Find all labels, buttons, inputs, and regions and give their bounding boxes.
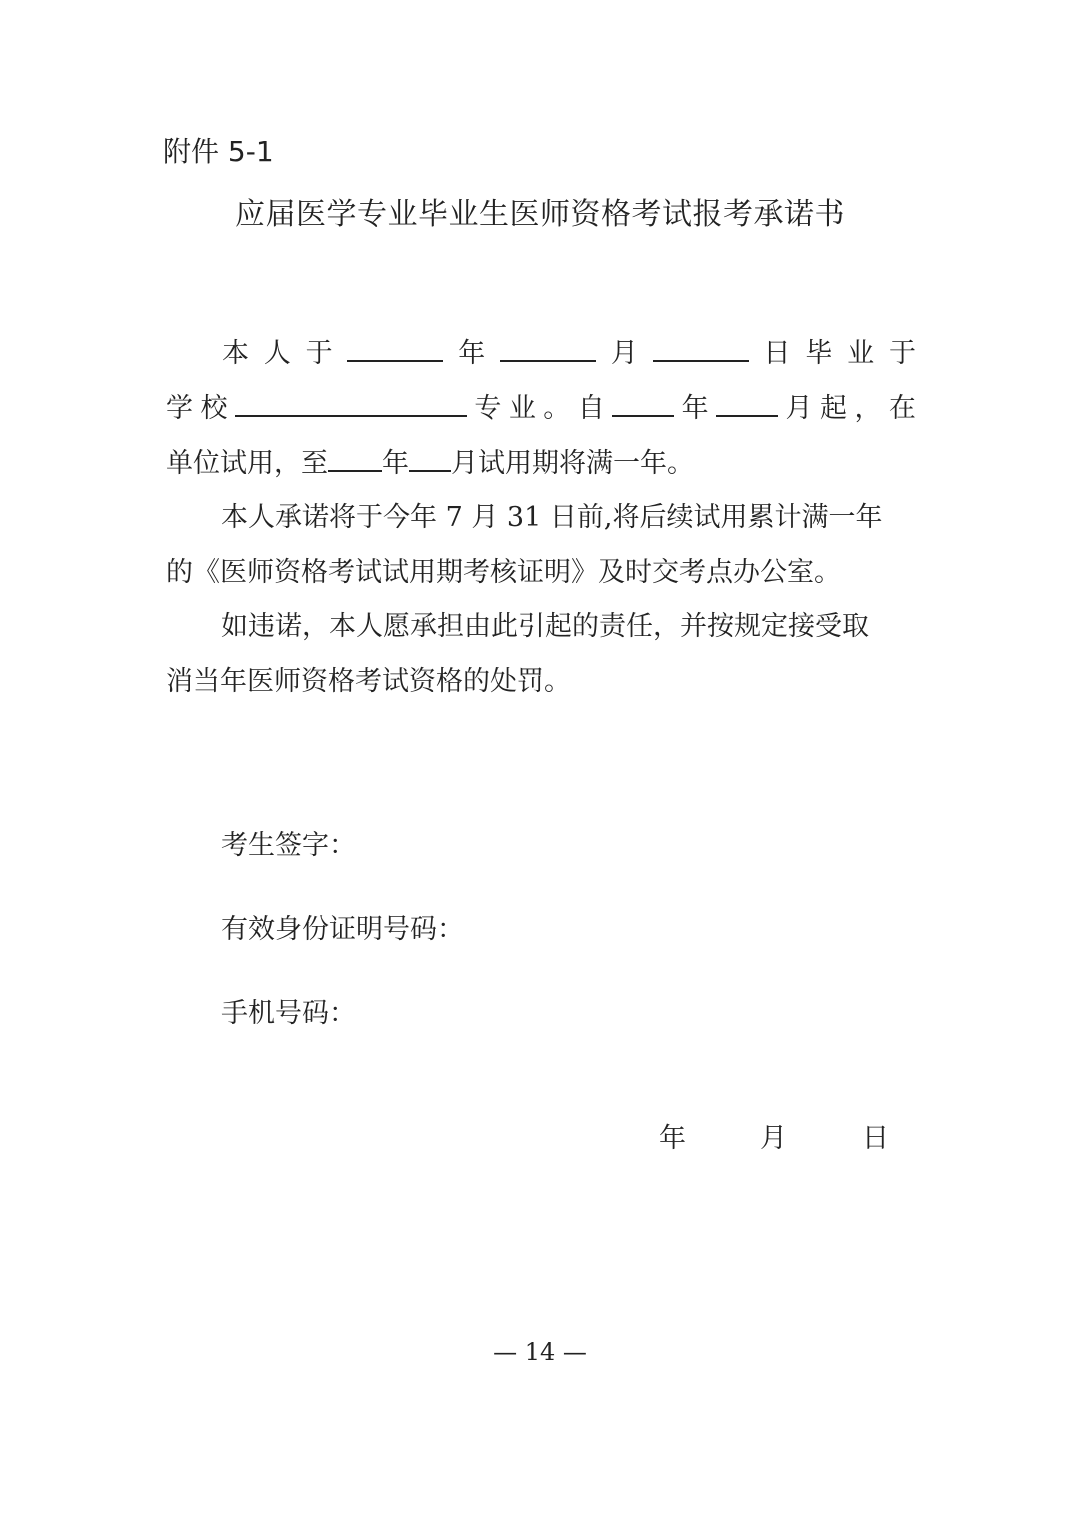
page-number: — 14 —	[493, 1338, 587, 1366]
paragraph-1-line-2	[166, 389, 916, 429]
paragraph-2-line-1: 本人承诺将于今年 7 月 31 日前,将后续试用累计满一年	[221, 502, 883, 533]
trial-end-month-blank[interactable]	[409, 444, 451, 472]
trial-end-year-blank[interactable]	[328, 444, 382, 472]
document-title: 应届医学专业毕业生医师资格考试报考承诺书	[235, 197, 845, 232]
text-char: 专	[474, 393, 502, 424]
paragraph-3-line-2: 消当年医师资格考试资格的处罚。	[166, 666, 571, 697]
text-segment: 单位试用，至	[166, 448, 328, 479]
text-char: 。	[543, 393, 571, 424]
year-text: 年	[382, 448, 409, 479]
text-char: 于	[888, 338, 916, 369]
paragraph-1-line-1	[166, 334, 916, 374]
date-year-label: 年	[659, 1123, 686, 1154]
graduation-month-blank[interactable]	[500, 334, 596, 362]
year-text: 年	[681, 393, 709, 424]
text-char: 校	[200, 393, 228, 424]
text-char: 业	[847, 338, 875, 369]
text-char: 自	[577, 393, 605, 424]
text-char: 学	[166, 393, 193, 424]
text-char: 业	[508, 393, 536, 424]
date-month-label: 月	[760, 1123, 787, 1154]
text-char: ，	[854, 393, 882, 424]
trial-start-month-blank[interactable]	[716, 389, 778, 417]
paragraph-3-line-1: 如违诺，本人愿承担由此引起的责任，并按规定接受取	[221, 611, 869, 642]
paragraph-1-line-3	[166, 444, 916, 484]
text-char: 人	[263, 338, 291, 369]
text-char: 起	[819, 393, 847, 424]
id-number-label: 有效身份证明号码：	[221, 914, 464, 945]
day-text: 日	[763, 338, 791, 369]
graduation-year-blank[interactable]	[347, 334, 443, 362]
school-blank[interactable]	[235, 389, 467, 417]
text-char: 本	[222, 338, 249, 369]
text-segment: 月试用期将满一年。	[451, 448, 694, 479]
trial-start-year-blank[interactable]	[612, 389, 674, 417]
year-text: 年	[458, 338, 486, 369]
signature-label: 考生签字：	[221, 830, 356, 861]
date-day-label: 日	[862, 1123, 889, 1154]
paragraph-2-line-2: 的《医师资格考试试用期考核证明》及时交考点办公室。	[166, 557, 841, 588]
text-char: 在	[888, 393, 916, 424]
month-text: 月	[785, 393, 813, 424]
month-text: 月	[610, 338, 638, 369]
phone-label: 手机号码：	[221, 998, 356, 1029]
graduation-day-blank[interactable]	[653, 334, 749, 362]
text-char: 于	[305, 338, 333, 369]
attachment-label: 附件 5-1	[163, 135, 274, 168]
text-char: 毕	[805, 338, 833, 369]
